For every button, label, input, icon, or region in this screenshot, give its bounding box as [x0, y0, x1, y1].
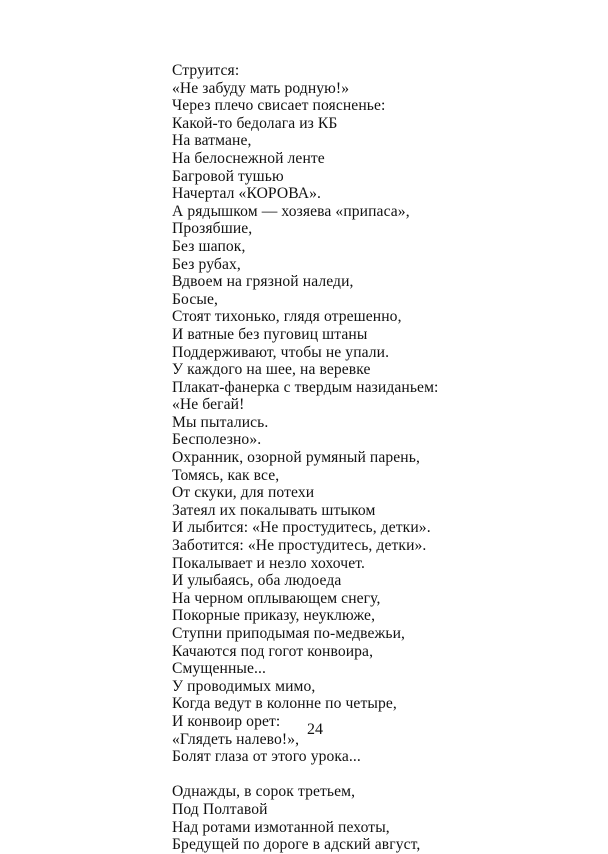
poem-line: «Глядеть налево!», — [172, 730, 300, 748]
poem-line: Стоят тихонько, глядя отрешенно, — [172, 308, 402, 326]
poem-line: Вдвоем на грязной наледи, — [172, 273, 354, 291]
poem-line: У каждого на шее, на веревке — [172, 361, 371, 379]
poem-line: Без рубах, — [172, 255, 241, 273]
poem-line: От скуки, для потехи — [172, 484, 315, 502]
stanza — [172, 783, 572, 853]
poem-line: Начертал «КОРОВА». — [172, 185, 322, 203]
poem-line: Покорные приказу, неуклюже, — [172, 607, 376, 625]
poem-line: Какой-то бедолага из КБ — [172, 114, 338, 132]
poem-line: Однажды, в сорок третьем, — [172, 783, 356, 801]
poem-line: Через плечо свисает поясненье: — [172, 97, 386, 115]
poem-line: Над ротами измотанной пехоты, — [172, 818, 390, 836]
poem-line: Качаются под гогот конвоира, — [172, 642, 374, 660]
stanza — [172, 62, 572, 766]
poem-line: Под Полтавой — [172, 800, 268, 818]
poem-line: Заботится: «Не простудитесь, детки». — [172, 537, 427, 555]
poem-line: Мы пытались. — [172, 413, 269, 431]
poem-line: На ватмане, — [172, 132, 252, 150]
poem-line: Ступни приподымая по-медвежьи, — [172, 625, 406, 642]
poem-line: И ватные без пуговиц штаны — [172, 325, 368, 343]
poem-line: Багровой тушью — [172, 167, 284, 185]
poem-line: И конвоир орет: — [172, 712, 281, 730]
poem-line: Болят глаза от этого урока... — [172, 748, 361, 766]
poem-line: «Не бегай! — [172, 396, 245, 414]
poem-line: И лыбится: «Не простудитесь, детки». — [172, 519, 431, 537]
poem-line: Прозябшие, — [172, 220, 253, 238]
poem-line: А рядышком — хозяева «припаса», — [172, 202, 410, 220]
poem-line: На белоснежной ленте — [172, 149, 325, 167]
poem-line: И улыбаясь, оба людоеда — [172, 572, 342, 590]
poem-line: Поддерживают, чтобы не упали. — [172, 343, 390, 361]
poem-line: Томясь, как все, — [172, 466, 280, 484]
poem-line: Плакат-фанерка с твердым назиданьем: — [172, 378, 439, 396]
poem-line: Бредущей по дороге в адский август, — [172, 836, 421, 854]
poem-line: Когда ведут в колонне по четыре, — [172, 695, 397, 713]
poem-line: Бесполезно». — [172, 431, 262, 449]
poem-line: Без шапок, — [172, 237, 246, 255]
poem-line: Смущенные... — [172, 660, 266, 678]
poem-line: Струится: — [172, 62, 240, 79]
poem-line: Покалывает и незло хохочет. — [172, 554, 365, 572]
poem-line: «Не забуду мать родную!» — [172, 79, 350, 97]
poem-line: На черном оплывающем снегу, — [172, 589, 381, 607]
poem-line: Затеял их покалывать штыком — [172, 501, 376, 519]
poem-line: Босые, — [172, 290, 218, 308]
page-number: 24 — [307, 721, 323, 738]
poem-line: У проводимых мимо, — [172, 677, 316, 695]
poem-line: Охранник, озорной румяный парень, — [172, 449, 420, 467]
